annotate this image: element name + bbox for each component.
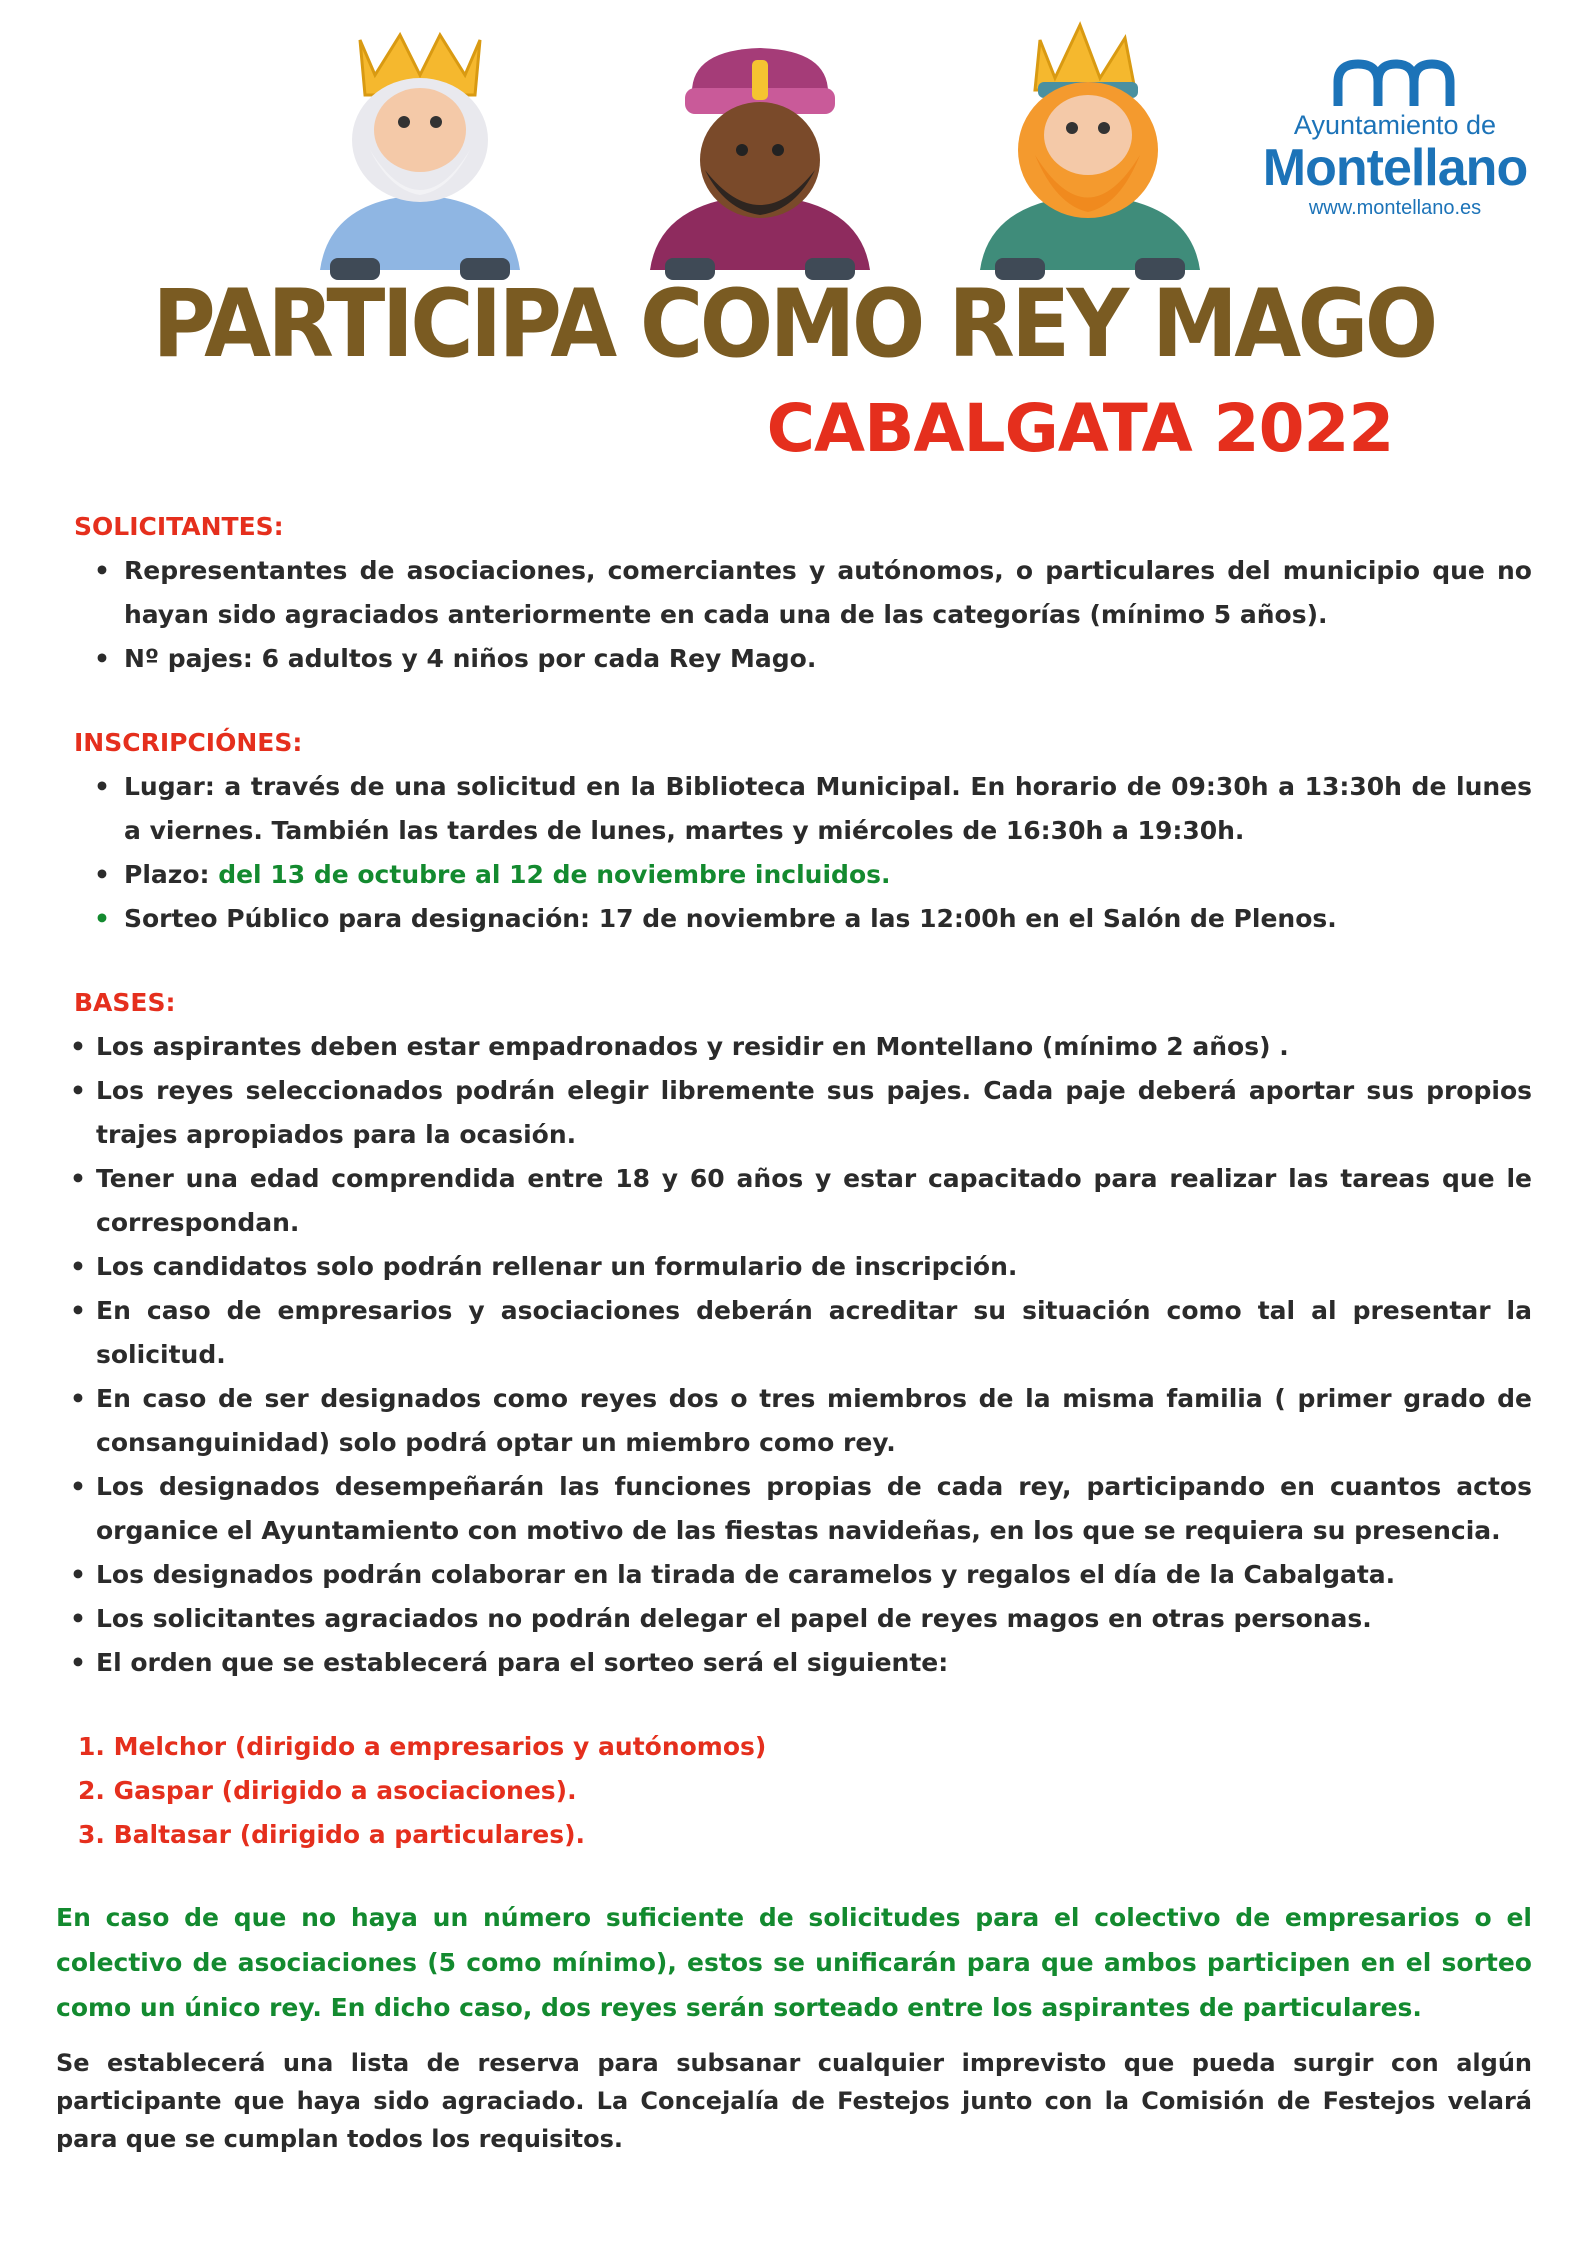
list-item: • En caso de ser designados como reyes dos o tres miembros de la misma familia ( primer grado de consanguinidad) solo podrá optar un miembro como rey. [56, 1377, 1532, 1465]
section-heading-bases: BASES: [74, 988, 176, 1017]
document-body [56, 505, 1532, 2158]
list-item: • Los solicitantes agraciados no podrán delegar el papel de reyes magos en otras personas. [56, 1597, 1532, 1641]
list-item-lugar: • Lugar: a través de una solicitud en la Biblioteca Municipal. En horario de 09:30h a 13:30h de lunes a viernes. También las tardes de lunes, martes y miércoles de 16:30h a 19:30h. [56, 765, 1532, 853]
list-item: • Los candidatos solo podrán rellenar un formulario de inscripción. [56, 1245, 1532, 1289]
logo-name: Montellano [1262, 139, 1528, 197]
inscripciones-list [56, 765, 1532, 941]
list-item-plazo [56, 853, 1532, 897]
list-item: • Representantes de asociaciones, comerciantes y autónomos, o particulares del municipio que no hayan sido agraciados anteriormente en cada una de las categorías (mínimo 5 años). [56, 549, 1532, 637]
green-note-paragraph: En caso de que no haya un número suficiente de solicitudes para el colectivo de empresarios o el colectivo de asociaciones (5 como mínimo), estos se unificarán para que ambos participen en el sorteo como un único rey. En dicho caso, dos reyes serán sorteado entre los aspirantes de particulares. [56, 1903, 1532, 2022]
list-item: • Tener una edad comprendida entre 18 y 60 años y estar capacitado para realizar las tareas que le correspondan. [56, 1157, 1532, 1245]
list-item: • Los reyes seleccionados podrán elegir libremente sus pajes. Cada paje deberá aportar sus propios trajes apropiados para la ocasión. [56, 1069, 1532, 1157]
page-title: PARTICIPA COMO REY MAGO [152, 270, 1435, 379]
list-item: • En caso de empresarios y asociaciones deberán acreditar su situación como tal al presentar la solicitud. [56, 1289, 1532, 1377]
king-baltasar-icon [650, 48, 870, 280]
order-item-baltasar: 3. Baltasar (dirigido a particulares). [78, 1820, 586, 1849]
list-item: • Los aspirantes deben estar empadronados y residir en Montellano (mínimo 2 años) . [56, 1025, 1532, 1069]
ayuntamiento-logo [1240, 58, 1550, 228]
final-note-paragraph: Se establecerá una lista de reserva para subsanar cualquier imprevisto que pueda surgir con algún participante que haya sido agraciado. La Concejalía de Festejos junto con la Comisión de Festejos velará para que se cumplan todos los requisitos. [56, 2049, 1532, 2153]
list-item-sorteo: • Sorteo Público para designación: 17 de noviembre a las 12:00h en el Salón de Plenos. [56, 897, 1532, 941]
list-item: • El orden que se establecerá para el sorteo será el siguiente: [56, 1641, 1532, 1685]
section-heading-inscripciones: INSCRIPCIÓNES: [74, 728, 303, 757]
page-subtitle: CABALGATA 2022 [766, 390, 1394, 467]
king-melchor-icon [320, 35, 520, 280]
logo-url: www.montellano.es [1308, 197, 1482, 219]
montellano-m-icon [1330, 58, 1460, 108]
king-gaspar-icon [980, 25, 1200, 280]
three-kings-illustration [300, 0, 1240, 300]
solicitantes-list [56, 549, 1532, 681]
bases-list [56, 1025, 1532, 1685]
order-item-gaspar: 2. Gaspar (dirigido a asociaciones). [78, 1776, 577, 1805]
logo-line-1: Ayuntamiento de [1293, 110, 1497, 140]
list-item: • Nº pajes: 6 adultos y 4 niños por cada Rey Mago. [56, 637, 1532, 681]
sorteo-order-list [56, 1725, 1532, 1857]
order-item-melchor: 1. Melchor (dirigido a empresarios y autónomos) [78, 1732, 767, 1761]
plazo-label: Plazo: [124, 860, 219, 889]
plazo-value: del 13 de octubre al 12 de noviembre incluidos. [218, 860, 891, 889]
list-item: • Los designados desempeñarán las funciones propias de cada rey, participando en cuantos actos organice el Ayuntamiento con motivo de las fiestas navideñas, en los que se requiera su presencia. [56, 1465, 1532, 1553]
section-heading-solicitantes: SOLICITANTES: [74, 512, 284, 541]
list-item: • Los designados podrán colaborar en la tirada de caramelos y regalos el día de la Cabalgata. [56, 1553, 1532, 1597]
